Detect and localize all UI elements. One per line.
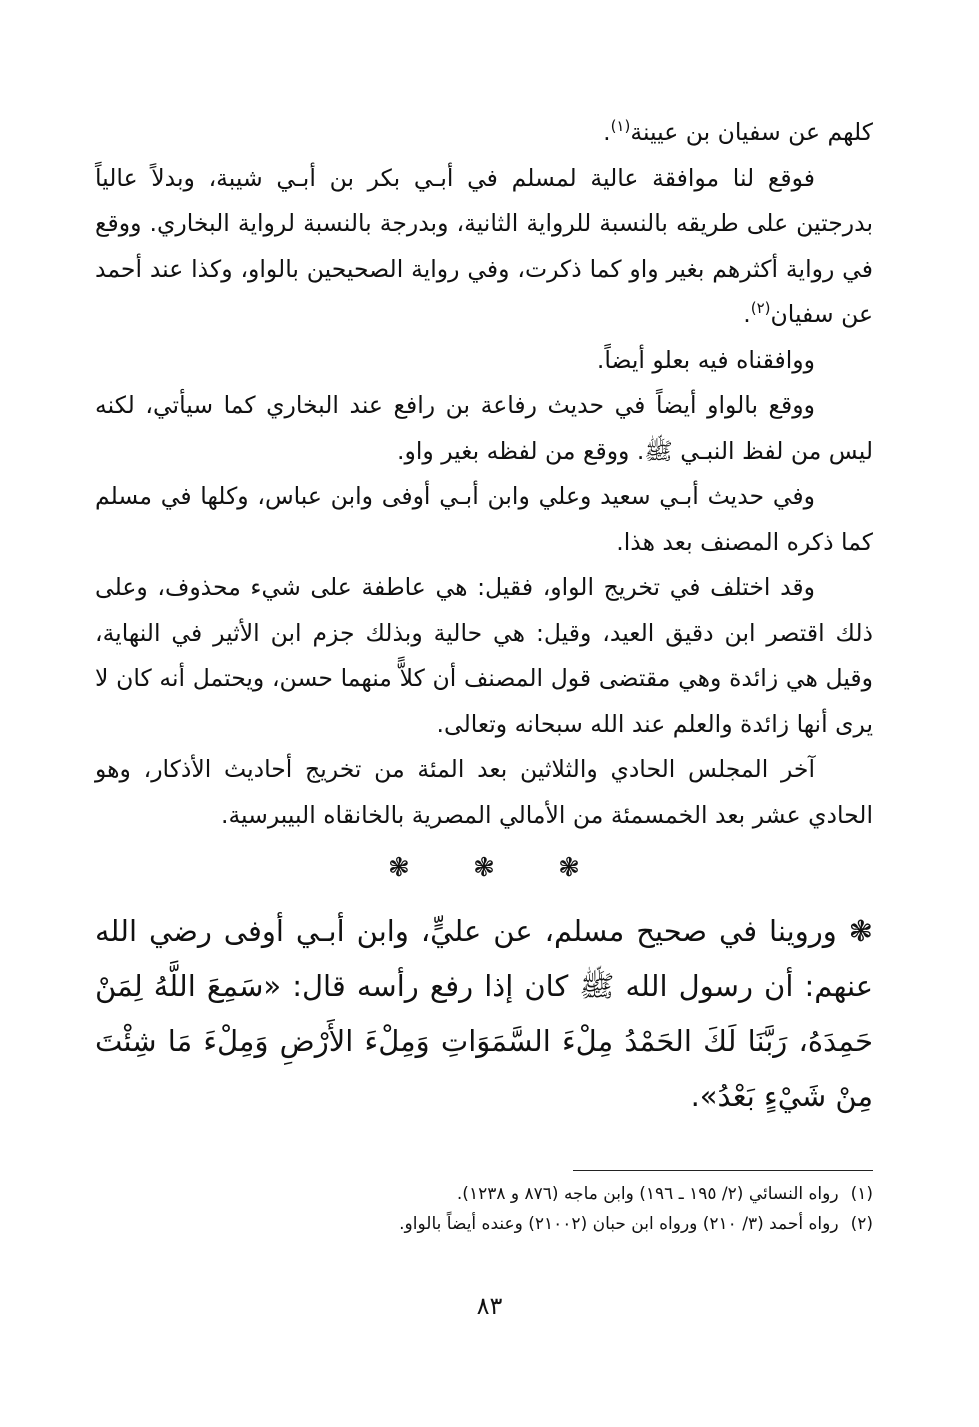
section-separator xyxy=(95,846,873,890)
paragraph-1-tail: . xyxy=(603,118,611,146)
footnote-1 xyxy=(95,1179,873,1209)
footnote-2-text: رواه أحمد (٣/ ٢١٠) ورواه ابن حبان (٢١٠٠٢) وعنده أيضاً بالواو. xyxy=(399,1214,839,1234)
paragraph-4: ووقع بالواو أيضاً في حديث رفاعة بن رافع عند البخاري كما سيأتي، لكنه ليس من لفظ النبـي ﷺ. ووقع من لفظه بغير واو. xyxy=(95,391,873,465)
paragraph-5: وفي حديث أبـي سعيد وعلي وابن أبـي أوفى وابن عباس، وكلها في مسلم كما ذكره المصنف بعد هذا. xyxy=(95,482,873,556)
footnote-2 xyxy=(95,1209,873,1239)
hadith-text: وروينا في صحيح مسلم، عن عليٍّ، وابن أبـي أوفى رضي الله عنهم: أن رسول الله ﷺ كان إذا رفع رأسه قال: «سَمِعَ اللَّهُ لِمَنْ حَمِدَهُ، رَبَّنَا لَكَ الحَمْدُ مِلْءَ السَّمَوَاتِ وَمِلْءَ الأَرْضِ وَمِلْءَ مَا شِئْتَ مِنْ شَيْءٍ بَعْدُ». xyxy=(95,914,873,1113)
hadith-paragraph xyxy=(95,904,873,1124)
page-body xyxy=(95,110,873,1124)
separator-star-icon: ❃ xyxy=(473,853,495,883)
footnotes-section xyxy=(95,1170,873,1239)
paragraph-2-text: فوقع لنا موافقة عالية لمسلم في أبـي بكر بن أبـي شيبة، وبدلاً عالياً بدرجتين على طريقه بالنسبة للرواية الثانية، وبدرجة بالنسبة لرواية البخاري. ووقع في رواية أكثرهم بغير واو كما ذكرت، وفي رواية الصحيحين بالواو، xyxy=(95,163,873,283)
hadith-marker-icon: ❃ xyxy=(848,914,874,948)
paragraph-2b-tail: . xyxy=(743,300,751,328)
paragraph-3: ووافقناه فيه بعلو أيضاً. xyxy=(596,345,815,374)
footnote-2-number: (٢) xyxy=(850,1214,873,1234)
separator-star-icon: ❃ xyxy=(388,853,410,883)
paragraph-1-text: كلهم عن سفيان بن عيينة xyxy=(630,118,873,146)
paragraph-2 xyxy=(95,156,873,338)
page-number: ٨٣ xyxy=(476,1292,503,1320)
footnote-1-text: رواه النسائي (٢/ ١٩٥ ـ ١٩٦) وابن ماجه (٨٧٦ و ١٢٣٨). xyxy=(456,1184,839,1204)
paragraph-6: وقد اختلف في تخريج الواو، فقيل: هي عاطفة على شيء محذوف، وعلى ذلك اقتصر ابن دقيق العيد، وقيل: هي حالية وبذلك جزم ابن الأثير في النهاية، وقيل هي زائدة وهي مقتضى قول المصنف أن كلاًّ منهما حسن، ويحتمل أنه كان لا يرى أنها زائدة والعلم عند الله سبحانه وتعالى. xyxy=(95,573,873,738)
footnote-ref-1[interactable]: (١) xyxy=(610,117,631,136)
paragraph-2b-text: وكذا عند أحمد عن سفيان xyxy=(95,254,873,328)
separator-star-icon: ❃ xyxy=(558,853,580,883)
footnote-divider xyxy=(573,1170,873,1171)
paragraph-7: آخر المجلس الحادي والثلاثين بعد المئة من تخريج أحاديث الأذكار، وهو الحادي عشر بعد الخمسمئة من الأمالي المصرية بالخانقاه البيبرسية. xyxy=(95,755,873,829)
footnote-ref-2[interactable]: (٢) xyxy=(750,299,771,318)
paragraph-1 xyxy=(95,110,873,156)
footnote-1-number: (١) xyxy=(850,1184,873,1204)
